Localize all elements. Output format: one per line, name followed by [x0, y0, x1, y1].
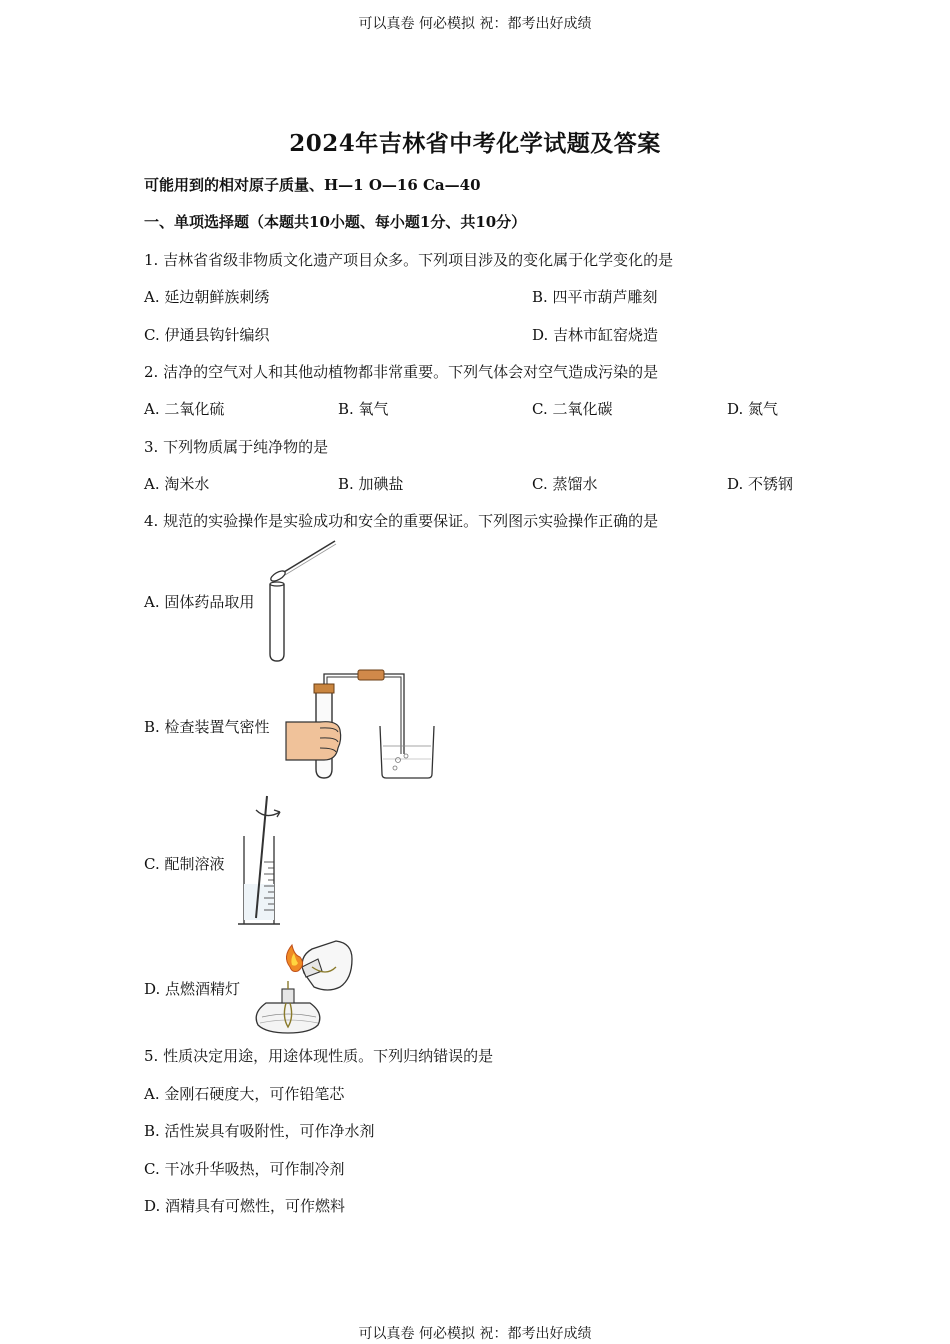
- q3-stem: 3. 下列物质属于纯净物的是: [144, 438, 329, 456]
- q2-option-c: C. 二氧化碳: [532, 400, 613, 418]
- spoon-test-tube-figure: [262, 536, 342, 666]
- q2-stem: 2. 洁净的空气对人和其他动植物都非常重要。下列气体会对空气造成污染的是: [144, 363, 659, 381]
- q3-option-c: C. 蒸馏水: [532, 475, 598, 493]
- page-header: 可以真卷 何必模拟 祝：都考出好成绩: [358, 16, 592, 32]
- q1-option-c: C. 伊通县钩针编织: [144, 326, 270, 344]
- q4-option-b: B. 检查装置气密性: [144, 718, 270, 736]
- section-heading: 一、单项选择题（本题共10小题、每小题1分、共10分）: [144, 213, 527, 231]
- q1-option-d: D. 吉林市缸窑烧造: [532, 326, 659, 344]
- q4-stem: 4. 规范的实验操作是实验成功和安全的重要保证。下列图示实验操作正确的是: [144, 512, 659, 530]
- q4-option-c: C. 配制溶液: [144, 855, 225, 873]
- q5-option-b: B. 活性炭具有吸附性，可作净水剂: [144, 1122, 375, 1140]
- q5-option-a: A. 金刚石硬度大，可作铅笔芯: [144, 1085, 345, 1103]
- q5-option-d: D. 酒精具有可燃性，可作燃料: [144, 1197, 346, 1215]
- page-title: 2024年吉林省中考化学试题及答案: [289, 130, 661, 157]
- q2-option-a: A. 二氧化硫: [144, 400, 225, 418]
- q3-option-b: B. 加碘盐: [338, 475, 404, 493]
- alcohol-lamp-figure: [248, 937, 360, 1037]
- airtightness-check-figure: [286, 664, 442, 784]
- q1-stem: 1. 吉林省省级非物质文化遗产项目众多。下列项目涉及的变化属于化学变化的是: [144, 251, 674, 269]
- page-footer: 可以真卷 何必模拟 祝：都考出好成绩: [358, 1326, 592, 1342]
- q3-option-a: A. 淘米水: [144, 475, 210, 493]
- q3-option-d: D. 不锈钢: [727, 475, 794, 493]
- q1-option-a: A. 延边朝鲜族刺绣: [144, 288, 270, 306]
- q5-stem: 5. 性质决定用途，用途体现性质。下列归纳错误的是: [144, 1047, 494, 1065]
- q4-option-a: A. 固体药品取用: [144, 593, 255, 611]
- q4-option-d: D. 点燃酒精灯: [144, 980, 241, 998]
- q5-option-c: C. 干冰升华吸热，可作制冷剂: [144, 1160, 345, 1178]
- graduated-cylinder-figure: [234, 792, 294, 932]
- q2-option-d: D. 氮气: [727, 400, 779, 418]
- atomic-mass-line: 可能用到的相对原子质量、H—1 O—16 Ca—40: [144, 176, 481, 194]
- q1-option-b: B. 四平市葫芦雕刻: [532, 288, 658, 306]
- q2-option-b: B. 氧气: [338, 400, 389, 418]
